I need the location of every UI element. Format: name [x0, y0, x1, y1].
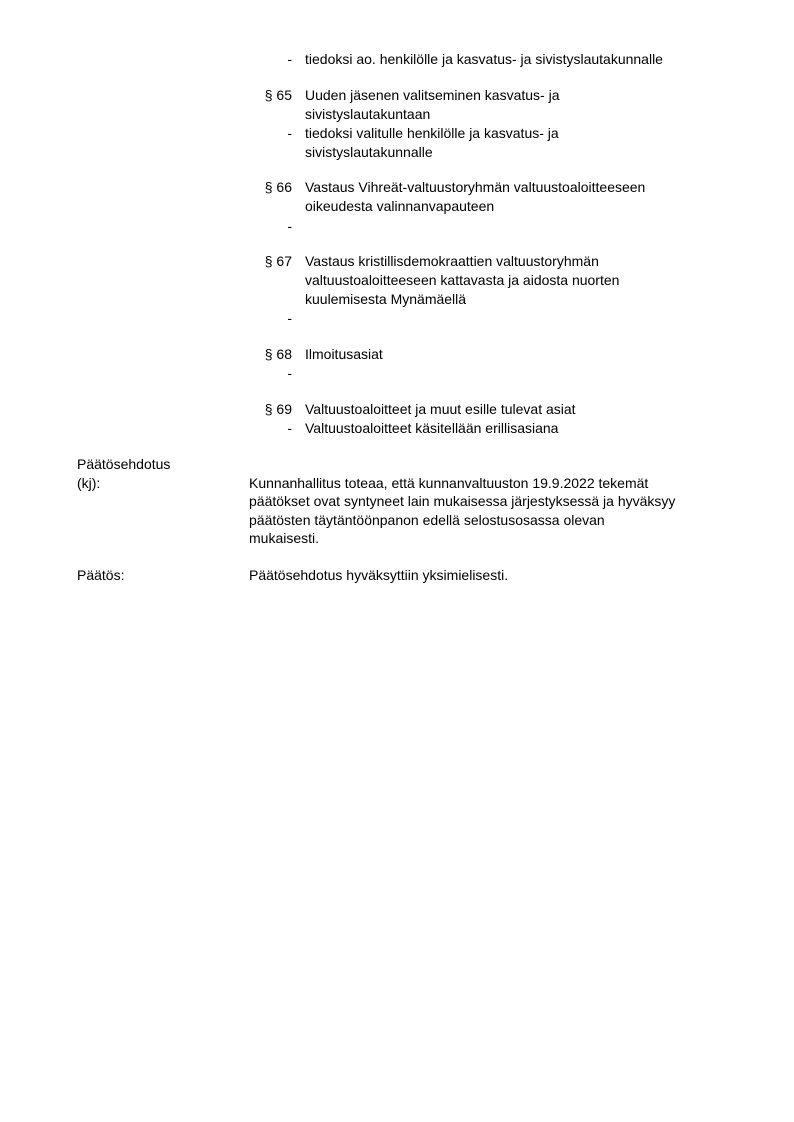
agenda-item-69 [0, 400, 794, 419]
proposal-text-line: päätökset ovat syntyneet lain mukaisessa järjestyksessä ja hyväksyy [249, 493, 676, 509]
agenda-action-text: tiedoksi valitulle henkilölle ja kasvatus- ja [305, 125, 559, 141]
section-number: § 67 [264, 253, 292, 269]
agenda-action-text: Valtuustoaloitteet käsitellään erillisasiana [305, 420, 559, 436]
dash-marker: - [287, 310, 292, 326]
dash-marker: - [287, 51, 292, 67]
dash-marker: - [287, 365, 292, 381]
agenda-item-67 [0, 252, 794, 271]
dash-marker: - [287, 218, 292, 234]
agenda-dash-row [0, 217, 794, 236]
agenda-title: Valtuustoaloitteet ja muut esille tulevat asiat [305, 401, 576, 417]
agenda-title: valtuustoaloitteeseen kattavasta ja aidosta nuorten [305, 272, 620, 288]
proposal-text-line: mukaisesti. [249, 530, 320, 546]
agenda-title-continued [0, 105, 794, 124]
proposal-label: Päätösehdotus [77, 456, 171, 472]
agenda-title: Uuden jäsenen valitseminen kasvatus- ja [305, 87, 560, 103]
section-number: § 69 [264, 401, 292, 417]
decision-text: Päätösehdotus hyväksyttiin yksimielisesti. [249, 567, 509, 583]
agenda-dash-row [0, 50, 794, 69]
agenda-item-65 [0, 86, 794, 105]
agenda-item-68 [0, 345, 794, 364]
agenda-title: Ilmoitusasiat [305, 346, 383, 362]
agenda-title-continued [0, 271, 794, 290]
proposal-text-line: päätösten täytäntöönpanon edellä selostusosassa olevan [249, 512, 605, 528]
proposal-text-line: Kunnanhallitus toteaa, että kunnanvaltuuston 19.9.2022 tekemät [249, 475, 649, 491]
proposal-label-row [0, 455, 794, 474]
proposal-row [0, 511, 794, 530]
agenda-action-text: tiedoksi ao. henkilölle ja kasvatus- ja sivistyslautakunnalle [305, 51, 663, 67]
section-number: § 66 [264, 179, 292, 195]
decision-label: Päätös: [77, 567, 125, 583]
proposal-label-suffix: (kj): [77, 475, 101, 491]
agenda-action-continued [0, 143, 794, 162]
decision-row [0, 566, 794, 585]
agenda-title: kuulemisesta Mynämäellä [305, 291, 467, 307]
dash-marker: - [287, 125, 292, 141]
section-number: § 65 [264, 87, 292, 103]
section-number: § 68 [264, 346, 292, 362]
agenda-title: oikeudesta valinnanvapauteen [305, 198, 495, 214]
proposal-row [0, 474, 794, 493]
agenda-dash-row [0, 309, 794, 328]
agenda-item-66 [0, 178, 794, 197]
agenda-action-text: sivistyslautakunnalle [305, 144, 433, 160]
agenda-title-continued [0, 290, 794, 309]
agenda-dash-row [0, 124, 794, 143]
agenda-title-continued [0, 197, 794, 216]
dash-marker: - [287, 420, 292, 436]
agenda-title: Vastaus Vihreät-valtuustoryhmän valtuustoaloitteeseen [305, 179, 646, 195]
proposal-row [0, 529, 794, 548]
agenda-title: sivistyslautakuntaan [305, 106, 431, 122]
agenda-title: Vastaus kristillisdemokraattien valtuustoryhmän [305, 253, 599, 269]
agenda-dash-row [0, 419, 794, 438]
agenda-dash-row [0, 364, 794, 383]
proposal-row [0, 492, 794, 511]
